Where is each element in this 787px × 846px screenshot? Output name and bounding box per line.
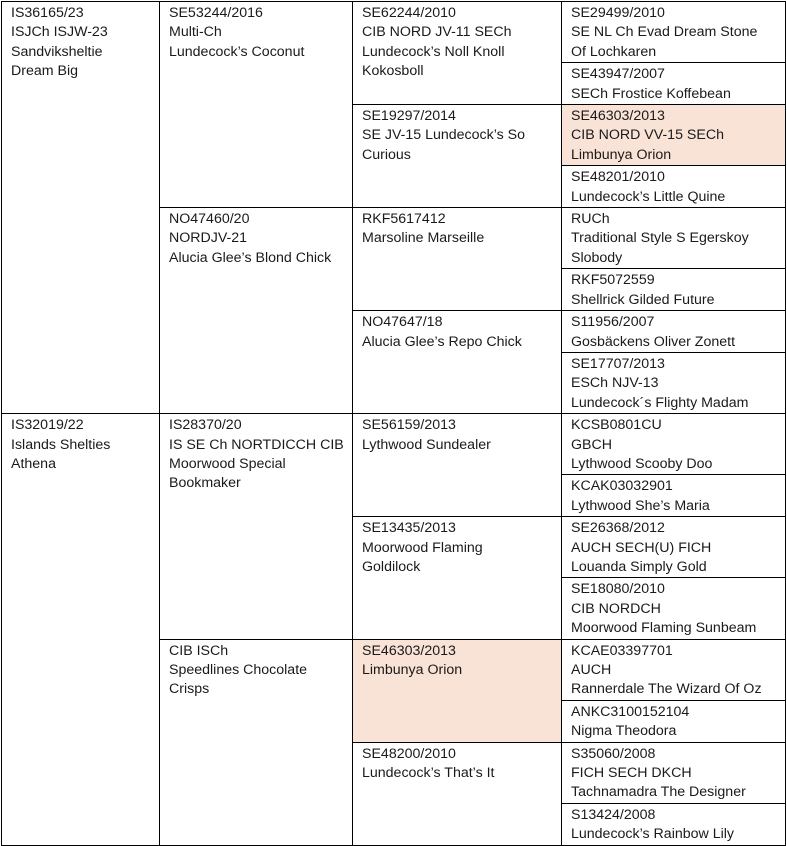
- dog-name-line2: Goldilock: [362, 558, 421, 575]
- dog-name-line1: Moorwood Special: [169, 455, 286, 472]
- reg-number: SE62244/2010: [362, 5, 456, 21]
- dam-sire-cell: [160, 414, 353, 639]
- dog-name: Marsoline Marseille: [362, 230, 485, 247]
- sire-sire-cell: [160, 2, 353, 208]
- dog-name: Lundecock’s Rainbow Lily: [571, 826, 734, 843]
- reg-number: KCSB0801CU: [571, 417, 662, 434]
- reg-number: KCAE03397701: [571, 642, 673, 659]
- gen4-cell-2: [562, 63, 786, 105]
- reg-number: SE19297/2014: [362, 108, 456, 125]
- titles: CIB NORD JV-11 SECh: [362, 24, 512, 41]
- reg-number: RUCh: [571, 211, 610, 228]
- gen4-cell-3-highlighted: [562, 105, 786, 166]
- dog-name: Lundecock’s Little Quine: [571, 188, 726, 205]
- gen4-cell-10: [562, 475, 786, 517]
- gen3-cell-4: [353, 311, 562, 414]
- reg-number: SE18080/2010: [571, 581, 665, 598]
- dog-name: Limbunya Orion: [362, 662, 463, 678]
- titles: IS SE Ch NORTDICCH CIB: [169, 436, 344, 453]
- reg-number: S11956/2007: [571, 314, 655, 331]
- reg-number: S35060/2008: [571, 745, 656, 762]
- dog-name: SECh Frostice Koffebean: [571, 85, 731, 102]
- reg-number: SE56159/2013: [362, 417, 456, 434]
- dog-name: Slobody: [571, 249, 623, 266]
- dog-name: Lythwood Scooby Doo: [571, 455, 713, 472]
- reg-number: SE43947/2007: [571, 66, 665, 83]
- dam-reg: IS32019/22: [11, 417, 84, 434]
- reg-number: SE46303/2013: [571, 108, 665, 125]
- sire-dam-cell: [160, 208, 353, 414]
- reg-number: KCAK03032901: [571, 478, 673, 495]
- gen3-cell-1: [353, 2, 562, 105]
- reg-number: SE13435/2013: [362, 520, 456, 537]
- dog-name: Tachnamadra The Designer: [571, 784, 746, 801]
- reg-number: SE26368/2012: [571, 520, 665, 537]
- sire-cell: [2, 2, 160, 414]
- pedigree-table: [1, 1, 786, 846]
- gen4-cell-6: [562, 269, 786, 311]
- titles: ESCh NJV-13: [571, 375, 659, 392]
- dog-name: Of Lochkaren: [571, 43, 657, 60]
- reg-number: S13424/2008: [571, 806, 656, 823]
- sire-reg: IS36165/23: [11, 5, 84, 21]
- gen3-cell-6: [353, 517, 562, 639]
- gen4-cell-7: [562, 311, 786, 353]
- dog-name: Shellrick Gilded Future: [571, 291, 715, 308]
- titles: SE NL Ch Evad Dream Stone: [571, 24, 758, 41]
- dog-name-line2: Kokosboll: [362, 63, 424, 80]
- dog-name: Moorwood Flaming Sunbeam: [571, 620, 757, 637]
- dam-name-line1: Islands Shelties: [11, 436, 111, 453]
- dog-name-line1: Lundecock’s Noll Knoll: [362, 43, 505, 60]
- gen4-cell-14: [562, 700, 786, 742]
- gen3-cell-5: [353, 414, 562, 517]
- dog-name-line2: Bookmaker: [169, 475, 241, 492]
- titles: CIB NORDCH: [571, 600, 661, 617]
- dog-name: Alucia Glee’s Repo Chick: [362, 333, 522, 350]
- reg-number: NO47460/20: [169, 211, 250, 228]
- sire-name-line1: Sandviksheltie: [11, 43, 103, 60]
- gen3-cell-7-highlighted: [353, 639, 562, 742]
- dog-name: Lundecock’s That’s It: [362, 765, 495, 782]
- gen4-cell-8: [562, 352, 786, 413]
- dog-name: Rannerdale The Wizard Of Oz: [571, 681, 762, 698]
- titles: SE JV-15 Lundecock’s So: [362, 127, 525, 144]
- gen4-cell-12: [562, 578, 786, 639]
- reg-number: SE17707/2013: [571, 355, 665, 372]
- reg-number: IS28370/20: [169, 417, 242, 434]
- reg-number: SE53244/2016: [169, 5, 263, 21]
- dog-name: Limbunya Orion: [571, 146, 672, 163]
- dam-cell: [2, 414, 160, 846]
- gen3-cell-2: [353, 105, 562, 208]
- dam-name-line2: Athena: [11, 455, 56, 472]
- reg-number: SE29499/2010: [571, 5, 665, 21]
- titles: AUCH SECH(U) FICH: [571, 539, 712, 556]
- reg-number: ANKC3100152104: [571, 703, 690, 720]
- sire-titles: ISJCh ISJW-23: [11, 24, 108, 41]
- reg-number: RKF5617412: [362, 211, 446, 228]
- dog-name-line1: Speedlines Chocolate: [169, 662, 308, 678]
- titles: GBCH: [571, 436, 612, 453]
- gen4-cell-4: [562, 166, 786, 208]
- dog-name: Curious: [362, 146, 411, 163]
- sire-name-line2: Dream Big: [11, 63, 79, 80]
- dog-name-line2: Crisps: [169, 681, 210, 698]
- titles: NORDJV-21: [169, 230, 248, 247]
- dog-name: Lundecock’s Coconut: [169, 43, 305, 60]
- reg-number: SE46303/2013: [362, 642, 456, 659]
- gen3-cell-3: [353, 208, 562, 311]
- dog-name: Lythwood She’s Maria: [571, 497, 710, 514]
- gen4-cell-9: [562, 414, 786, 475]
- titles: CIB ISCh: [169, 642, 229, 659]
- dog-name: Gosbäckens Oliver Zonett: [571, 333, 736, 350]
- dog-name-line1: Moorwood Flaming: [362, 539, 483, 556]
- gen4-cell-11: [562, 517, 786, 578]
- titles: FICH SECH DKCH: [571, 765, 692, 782]
- gen4-cell-16: [562, 803, 786, 845]
- gen4-cell-13: [562, 639, 786, 700]
- dog-name: Lythwood Sundealer: [362, 436, 491, 453]
- dog-name: Alucia Glee’s Blond Chick: [169, 249, 332, 266]
- titles: Traditional Style S Egerskoy: [571, 230, 749, 247]
- reg-number: NO47647/18: [362, 314, 443, 331]
- dam-dam-cell: [160, 639, 353, 845]
- reg-number: SE48200/2010: [362, 745, 456, 762]
- titles: Multi-Ch: [169, 24, 222, 41]
- reg-number: RKF5072559: [571, 272, 655, 289]
- titles: AUCH: [571, 662, 612, 678]
- gen4-cell-5: [562, 208, 786, 269]
- gen4-cell-15: [562, 742, 786, 803]
- titles: CIB NORD VV-15 SECh: [571, 127, 724, 144]
- gen3-cell-8: [353, 742, 562, 845]
- dog-name: Lundecock´s Flighty Madam: [571, 394, 749, 411]
- dog-name: Nigma Theodora: [571, 723, 677, 740]
- reg-number: SE48201/2010: [571, 169, 665, 186]
- dog-name: Louanda Simply Gold: [571, 558, 707, 575]
- gen4-cell-1: [562, 2, 786, 63]
